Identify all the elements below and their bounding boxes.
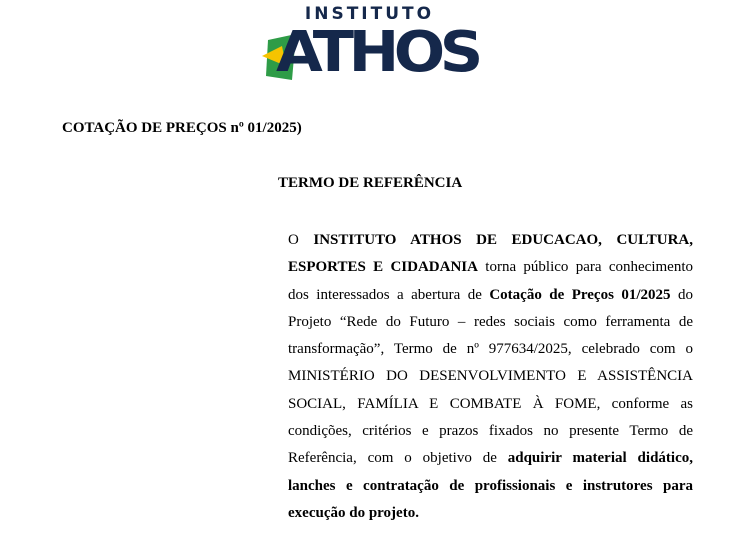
- document-heading-terms: TERMO DE REFERÊNCIA: [278, 175, 463, 191]
- institute-logo: [262, 4, 477, 84]
- paragraph-text-2: torna público para conhecimento dos interessados a abertura de: [288, 259, 694, 303]
- document-paragraph: [288, 227, 693, 527]
- logo-main-text: ATHOS: [276, 20, 478, 85]
- paragraph-bold-objective: adquirir material didático, lanches e contratação de profissionais e instrutores para execução do projeto.: [288, 450, 693, 521]
- paragraph-text-1: O: [288, 232, 314, 248]
- paragraph-bold-quotation: Cotação de Preços 01/2025: [489, 286, 671, 303]
- document-heading-quotation: COTAÇÃO DE PREÇOS nº 01/2025): [62, 120, 302, 136]
- paragraph-text-3: do Projeto “Rede do Futuro – redes sociais como ferramenta de transformação”, Termo de nº 977634/2025, celebrado com o MINISTÉRIO DO DESENVOLVIMENTO E ASSISTÊNCIA SOCIAL, FAMÍLIA E COMBATE À FOME, conforme as condições, critérios e prazos fixados no presente Termo de Referência, com o objetivo de: [288, 286, 693, 467]
- paragraph-bold-institute: INSTITUTO ATHOS DE EDUCACAO, CULTURA, ESPORTES E CIDADANIA: [288, 232, 693, 276]
- logo-top-text: INSTITUTO: [304, 4, 435, 24]
